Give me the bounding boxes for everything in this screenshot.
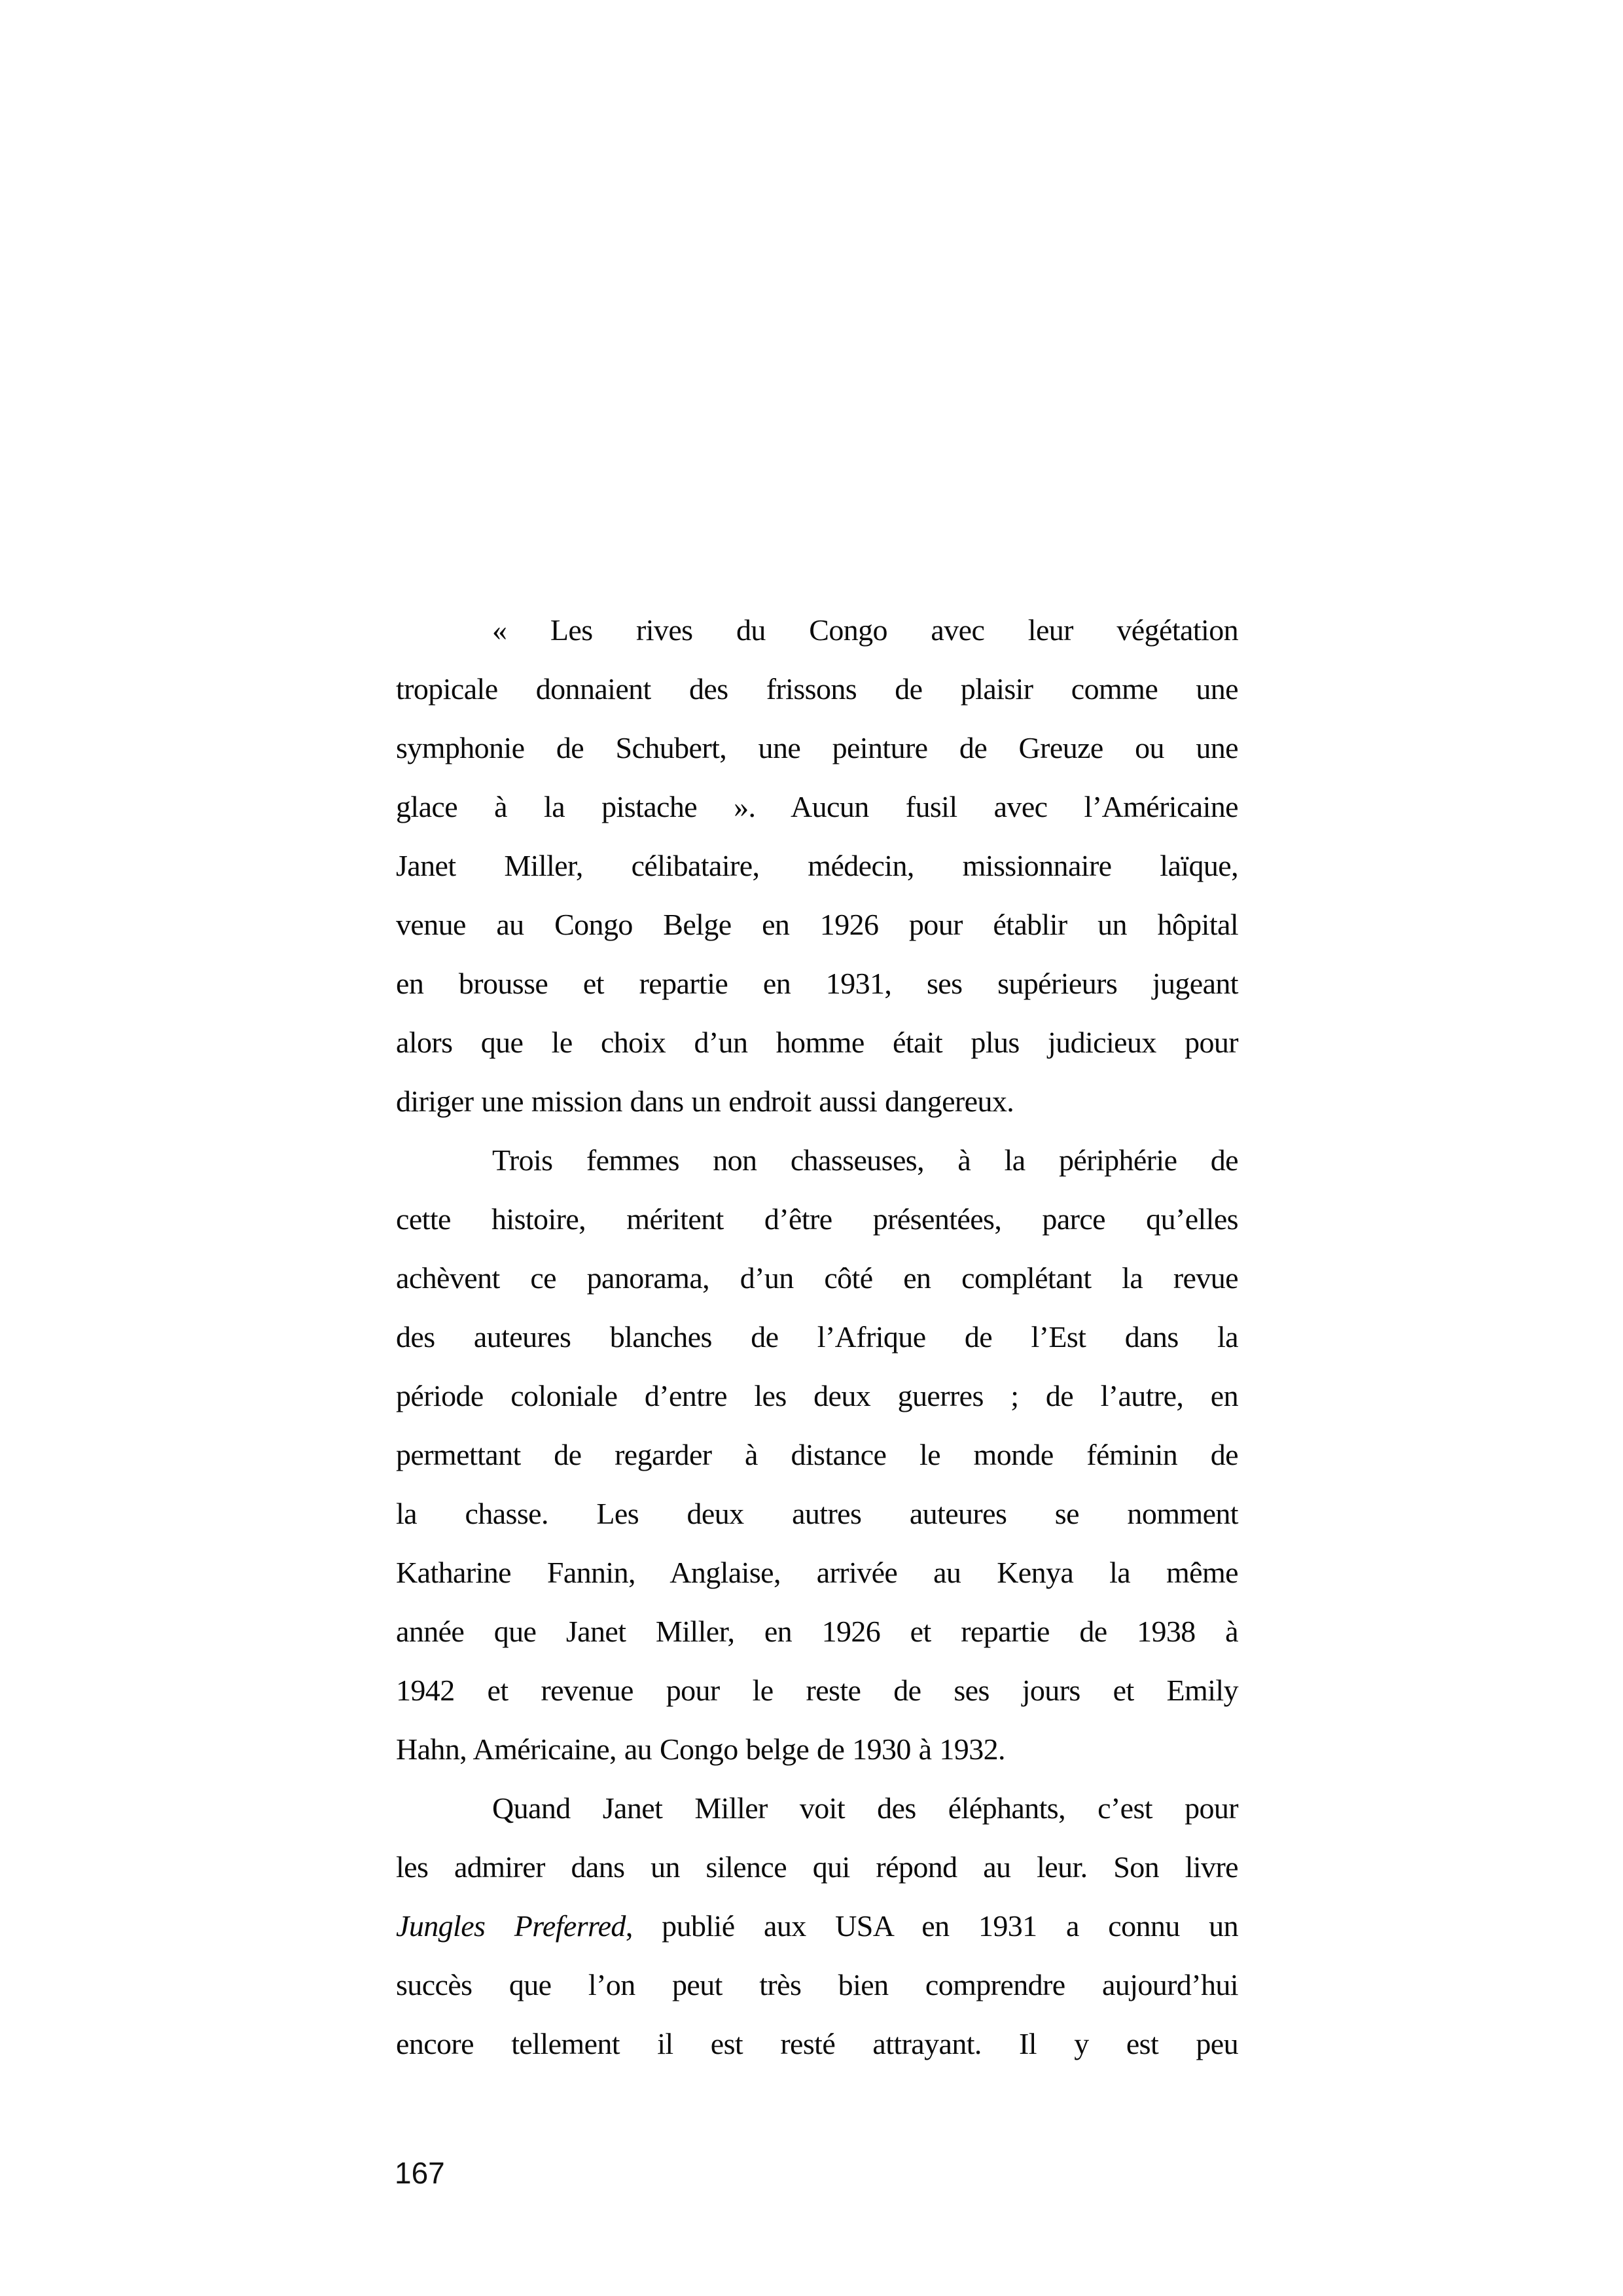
text-line xyxy=(396,1838,1238,1897)
text-line xyxy=(396,660,1238,719)
text-line xyxy=(396,895,1238,954)
text-segment: diriger une mission dans un endroit aussi dangereux. xyxy=(396,1085,1014,1118)
text-line xyxy=(396,954,1238,1013)
text-segment: achèvent ce panorama, d’un côté en complétant la revue xyxy=(396,1261,1238,1295)
text-segment: encore tellement il est resté attrayant. Il y est peu xyxy=(396,2027,1238,2060)
text-segment: symphonie de Schubert, une peinture de Greuze ou une xyxy=(396,731,1238,764)
text-line xyxy=(396,778,1238,836)
text-segment: permettant de regarder à distance le monde féminin de xyxy=(396,1438,1238,1471)
text-line xyxy=(396,1720,1238,1779)
text-segment: 1942 et revenue pour le reste de ses jours et Emily xyxy=(396,1674,1238,1707)
text-segment: des auteures blanches de l’Afrique de l’Est dans la xyxy=(396,1320,1238,1354)
text-line xyxy=(396,1367,1238,1426)
text-segment: succès que l’on peut très bien comprendre aujourd’hui xyxy=(396,1968,1238,2001)
text-segment: année que Janet Miller, en 1926 et repartie de 1938 à xyxy=(396,1615,1238,1648)
text-segment: période coloniale d’entre les deux guerres ; de l’autre, en xyxy=(396,1379,1238,1412)
text-segment: en brousse et repartie en 1931, ses supérieurs jugeant xyxy=(396,967,1238,1000)
page-number: 167 xyxy=(395,2156,445,2190)
text-line xyxy=(396,1013,1238,1072)
text-line xyxy=(396,1072,1238,1131)
text-line xyxy=(396,1897,1238,1956)
text-line xyxy=(396,1661,1238,1720)
text-line xyxy=(396,1249,1238,1308)
text-line xyxy=(396,719,1238,778)
text-line xyxy=(396,1956,1238,2015)
text-segment: venue au Congo Belge en 1926 pour établir un hôpital xyxy=(396,908,1238,941)
text-line xyxy=(396,836,1238,895)
text-line xyxy=(396,1602,1238,1661)
text-line xyxy=(396,1308,1238,1367)
text-line xyxy=(396,601,1238,660)
text-segment: « Les rives du Congo avec leur végétation xyxy=(492,613,1238,647)
text-line xyxy=(396,1543,1238,1602)
text-block xyxy=(396,601,1238,2073)
text-segment: Janet Miller, célibataire, médecin, missionnaire laïque, xyxy=(396,849,1238,882)
text-segment: alors que le choix d’un homme était plus judicieux pour xyxy=(396,1026,1238,1059)
text-segment: Hahn, Américaine, au Congo belge de 1930 à 1932. xyxy=(396,1732,1005,1766)
paragraph xyxy=(396,1779,1238,2073)
text-segment: la chasse. Les deux autres auteures se nomment xyxy=(396,1497,1238,1530)
text-segment: les admirer dans un silence qui répond au leur. Son livre xyxy=(396,1850,1238,1884)
text-line xyxy=(396,1190,1238,1249)
text-segment: Katharine Fannin, Anglaise, arrivée au Kenya la même xyxy=(396,1556,1238,1589)
text-line xyxy=(396,1131,1238,1190)
paragraph xyxy=(396,1131,1238,1779)
text-segment: , publié aux USA en 1931 a connu un xyxy=(625,1909,1238,1943)
text-segment: cette histoire, méritent d’être présentées, parce qu’elles xyxy=(396,1202,1238,1236)
book-title-italic: Jungles Preferred xyxy=(396,1909,626,1943)
text-segment: glace à la pistache ». Aucun fusil avec l’Américaine xyxy=(396,790,1238,823)
text-segment: Trois femmes non chasseuses, à la périphérie de xyxy=(492,1143,1238,1177)
paragraph xyxy=(396,601,1238,1131)
text-line xyxy=(396,2015,1238,2073)
text-line xyxy=(396,1484,1238,1543)
text-line xyxy=(396,1779,1238,1838)
text-segment: Quand Janet Miller voit des éléphants, c’est pour xyxy=(492,1791,1238,1825)
text-line xyxy=(396,1426,1238,1484)
text-segment: tropicale donnaient des frissons de plaisir comme une xyxy=(396,672,1238,706)
